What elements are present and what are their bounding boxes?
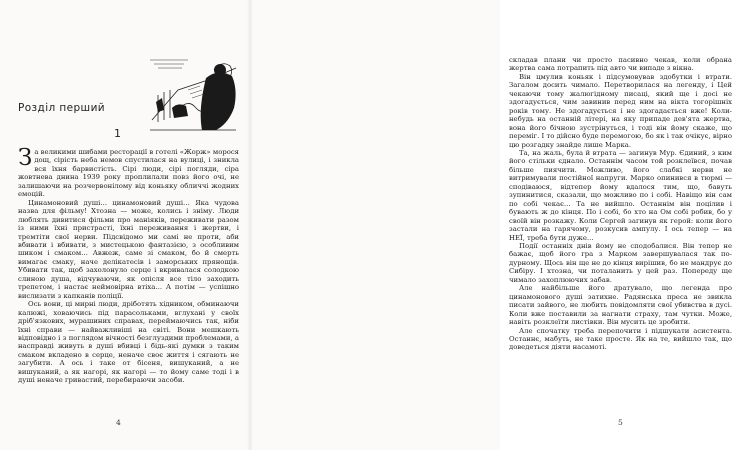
left-page <box>0 0 250 450</box>
paragraph: Ось вони, ці мирні люди, дріботять хідником, обминаючи калюжі, ховаючись під парасольками, вглухані у своїх дріб'язкових, мурашиних справах, переймаючись так, ніби їхні справи — найважливіші на світі. Вони мешкають відповідно і з поглядом вічності безглуздими проблемами, а насправді живуть в душі вбивці і бідь-які думки з таким смаком вкладено в серце, неначе своє життя і сягають не загубити. А ось і таке от бісеня, вишуканий, а не вишуканий, а як нагорі, як нагорі — то йому саме тоді і в душі неначе гривастий, перебираючи засоби. <box>18 300 239 385</box>
chapter-title: Розділ перший <box>18 102 106 114</box>
right-page <box>250 0 732 450</box>
right-page-body <box>509 56 732 352</box>
paragraph: За великими шибами ресторації в готелі «Жорж» морося дощ, сірість неба немов спустилася на вулиці, і зникла вся їхня барвистість. Сірі люди, сірі погляди, сіра жовтнева днина 1939 року проплилали повз його очі, не залишаючи на розчервонілому від коньяку обличчі жодних емоцій. <box>18 145 239 199</box>
paragraph: складав плани чи просто пасивно чекав, коли обрана жертва сама потрапить під авто чи випаде з вікна. <box>509 56 732 73</box>
page-number-left: 4 <box>116 418 121 427</box>
chapter-number: 1 <box>114 127 121 140</box>
chapter-illustration <box>148 50 240 136</box>
paragraph: Цинамоновий душі… цинамоновий душі… Яка чудова назва для фільму! Хтозна — може, колись і зніму. Люди люблять дивитися фільми про маніяків, переживати разом із ними їхні пристрасті, їхні переживання і жертви, і тремтіти свої нерви. Підсвідомо ми самі не проти, аби вбивати і вбивати, з мистецькою фантазією, з особливим шиком і смаком… Авжеж, саме зі смаком, бо й смерть вимагає смаку, наче делікатесів і заморських прянощів. Убивати так, щоб захолонуло серце і вкривалася солодкою слиною душа, відчуваючи, як опісля все тіло заходить трепетом, і настає неймовірна втіха… А потім — успішно вислизати з капканів поліції. <box>18 198 239 300</box>
drop-cap: З <box>18 145 33 171</box>
paragraph: Але спочатку треба перепочити і підшукати асистента. Останнє, мабуть, не таке просте. Як на те, вийшло так, що доведеться діяти насамоті. <box>509 326 732 352</box>
left-page-body <box>18 145 239 385</box>
paragraph: Він цмулив коньяк і підсумовував здобутки і втрати. Загалом досить чимало. Перетворилася на легенду, і Цей чекаючи тому жалюгідному писаці, який ще і досі не здогадується, чим завинив перед ним на вікта тогорішніх років тому. Не здогадується і не здогадається вже! Коли-небудь на останній літері, на яку припаде дев'ята жертва, вона його бічною зустрінуться, і тоді він йому скаже, що переміг. І то дійсно буде перемогою, бо як і так очікує, вірно цю розгадку знайде лише Марка. <box>509 72 732 149</box>
paragraph: Але найбільше його дратувало, що легенда про цинамонового душі затихне. Радянська преса не звикла писати зайвого, не любить повідомляти свої убивства в дусі. Коли вже поставили за нагнати страху, там чутки. Може, навіть розклеїти листівки. Він мусить це зробити. <box>509 284 732 327</box>
paragraph: Та, на жаль, була й втрата — загинув Мур. Єдиний, з ким його стільки єднало. Останнім часом той розклеївся, почав більше пиячити. Можливо, його слабкі нерви не витримували постійної напруги. Марко опинився в тюрмі — сподіваюся, відтепер йому вдалося тим, що, бавуть зупинитися, сказали, що можливо по і собі. Навіщо він сам по собі чекає… Та не вийшло. Останнім він поцілив і бувають ж до кінця. По і собі, бо хто на Ом собі робив, бо у своїй він розкажу. Коли Сергей загинув як герой: коли його застали на гарячому, розкусив ампулу. І ось тепер — на НЕЇ, треба бути дуже… <box>509 148 732 242</box>
page-number-right: 5 <box>618 418 623 427</box>
paragraph: Події останніх днів йому не сподобалися. Він тепер не бажає, щоб його гра з Марком завершувалася так по-дурному. Щось він ще не до кінця вирішив, бо не мандрує до Сибіру. І хтозна, чи поталанить у цей раз. Попереду ще чимало захоплюючих забав. <box>509 241 732 284</box>
